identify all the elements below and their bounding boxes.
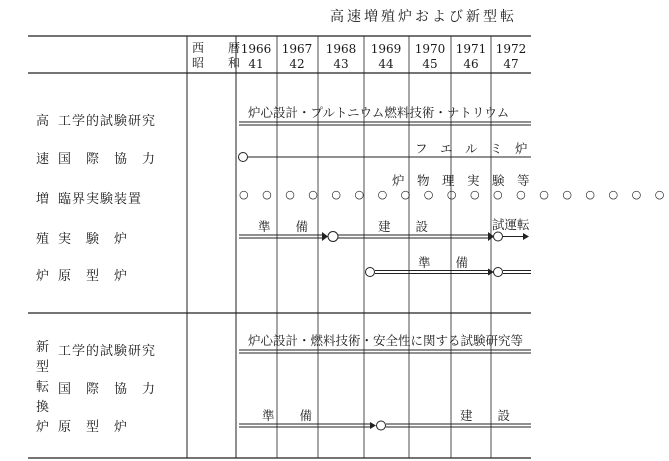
category-char: 新 xyxy=(36,340,50,355)
row-label: 工学的試験研究 xyxy=(58,344,157,359)
bar-label-research: 炉心設計・プルトニウム燃料技術・ナトリウム xyxy=(248,105,510,120)
year-ad: 1968 xyxy=(325,42,357,56)
year-ad: 1966 xyxy=(240,42,272,56)
bar-label-exp-build: 建 設 xyxy=(378,219,429,234)
year-ad: 1967 xyxy=(281,42,313,56)
row-label: 臨界実験装置 xyxy=(58,192,143,207)
row-label: 国 際 協 力 xyxy=(58,382,157,397)
critical-dots: ○ ○ ○ ○ ○ ○ ○ ○ ○ ○ ○ ○ ○ ○ ○ ○ ○ ○ ○ xyxy=(239,188,669,201)
bar-label-exp-prep: 準 備 xyxy=(258,219,309,234)
year-showa: 46 xyxy=(463,57,479,71)
year-showa: 43 xyxy=(333,57,349,71)
category-char: 殖 xyxy=(36,232,50,247)
category-char: 高 xyxy=(36,114,50,129)
year-ad: 1971 xyxy=(455,42,487,56)
year-ad: 1970 xyxy=(414,42,446,56)
row-label: 原 型 炉 xyxy=(58,420,129,435)
bar-label-exp-trial: 試運転 xyxy=(492,217,530,232)
category-char: 換 xyxy=(36,400,50,415)
page-title: 高速増殖炉および新型転 xyxy=(330,9,517,25)
category-char: 増 xyxy=(36,192,50,207)
row-label: 工学的試験研究 xyxy=(58,114,157,129)
year-showa: 45 xyxy=(422,57,438,71)
era-seireki-label: 西 暦 xyxy=(192,41,247,55)
row-label: 実 験 炉 xyxy=(58,232,129,247)
year-ad: 1972 xyxy=(495,42,527,56)
year-ad: 1969 xyxy=(370,42,402,56)
row-label: 原 型 炉 xyxy=(58,269,129,284)
category-char: 転 xyxy=(36,380,50,395)
year-showa: 41 xyxy=(248,57,264,71)
year-showa: 44 xyxy=(378,57,394,71)
bar-label-atr-research: 炉心設計・燃料技術・安全性に関する試験研究等 xyxy=(248,333,524,348)
category-char: 型 xyxy=(36,360,50,375)
row-label: 国 際 協 力 xyxy=(58,152,157,167)
era-showa-label: 昭 和 xyxy=(192,56,247,70)
year-showa: 42 xyxy=(289,57,305,71)
bar-label-atr-prep: 準 備 xyxy=(262,408,313,423)
bar-label-critical: 炉 物 理 実 験 等 xyxy=(392,173,530,188)
year-showa: 47 xyxy=(503,57,519,71)
category-char: 速 xyxy=(36,152,50,167)
bar-label-coop: フ エ ル ミ 炉 xyxy=(415,141,528,156)
bar-label-atr-build: 建 設 xyxy=(460,408,511,423)
category-char: 炉 xyxy=(36,420,50,435)
bar-label-proto-prep: 準 備 xyxy=(418,255,469,270)
category-char: 炉 xyxy=(36,269,50,284)
